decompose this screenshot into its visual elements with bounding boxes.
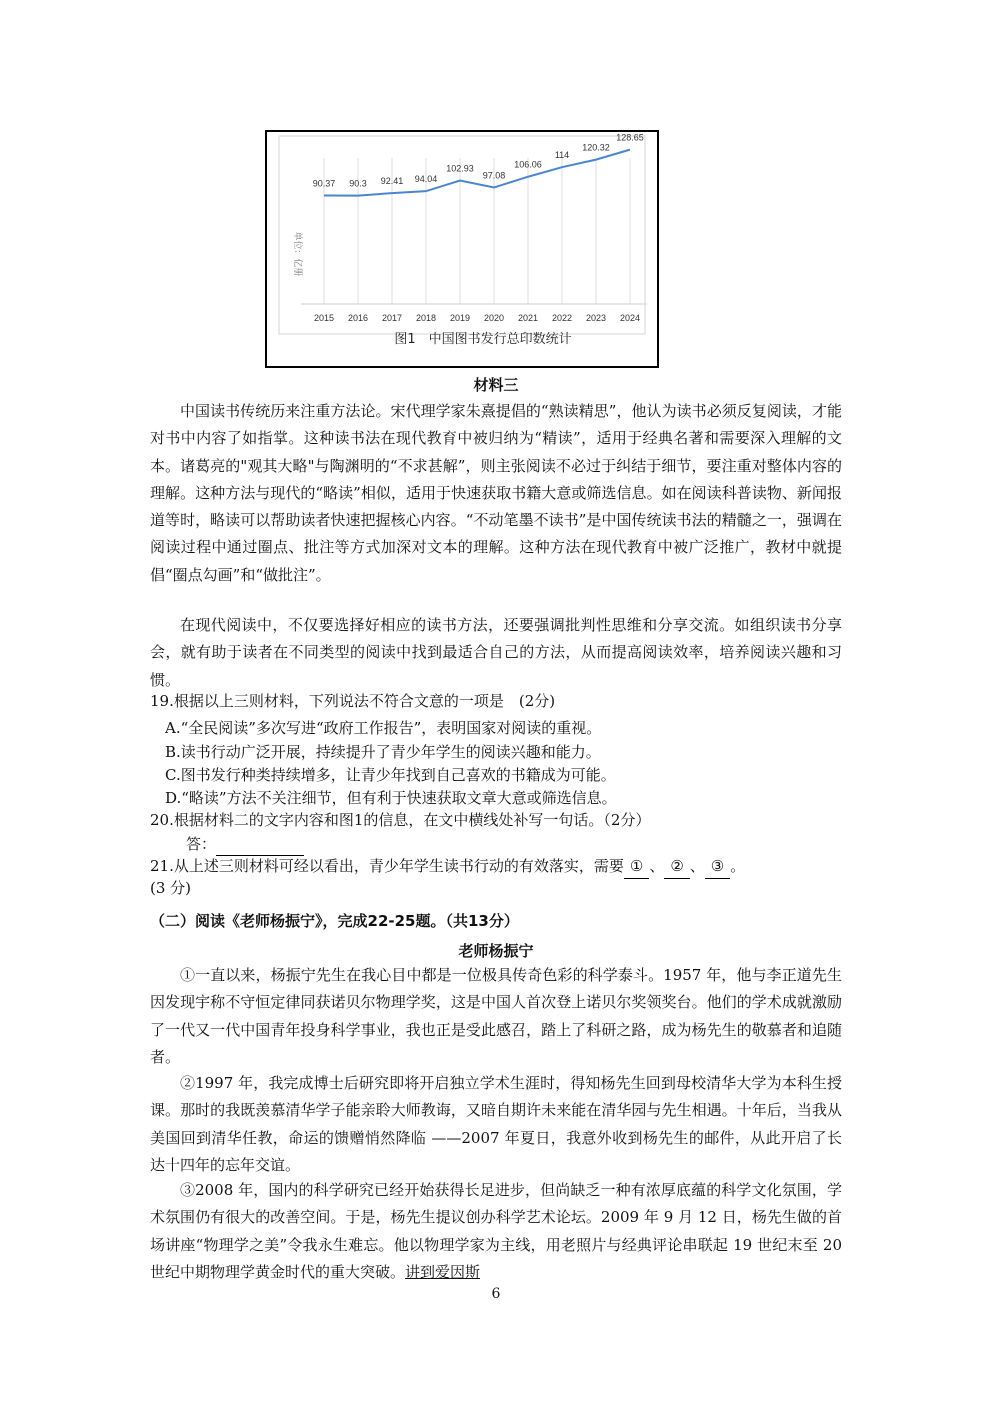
answer-label: 答：: [186, 835, 217, 853]
article-paragraph-3: [150, 1177, 842, 1286]
data-label: 92.41: [380, 176, 404, 187]
underlined-text: 讲到爱因斯: [405, 1262, 481, 1281]
end-mark: 。: [730, 857, 746, 875]
article-paragraph-1: ①一直以来，杨振宁先生在我心目中都是一位极具传奇色彩的科学泰斗。1957 年，他与李正道先生因发现宇称不守恒定律同获诺贝尔物理学奖，这是中国人首次登上诺贝尔奖领奖台。他们的学术成就激励了一代又一代中国青年投身科学事业，我也正是受此感召，踏上了科研之路，成为杨先生的敬慕者和追随者。: [150, 966, 842, 1066]
material-3-paragraph-1: 中国读书传统历来注重方法论。宋代理学家朱熹提倡的“熟读精思”，他认为读书必须反复阅读，才能对书中内容了如指掌。这种读书法在现代教育中被归纳为“精读”，适用于经典名著和需要深入理解的文本。诸葛亮的"观其大略"与陶渊明的“不求甚解”，则主张阅读不必过于纠结于细节，要注重对整体内容的理解。这种方法与现代的“略读”相似，适用于快速获取书籍大意或筛选信息。如在阅读科普读物、新闻报道等时，略读可以帮助读者快速把握核心内容。“不动笔墨不读书”是中国传统读书法的精髓之一，强调在阅读过程中通过圈点、批注等方式加深对文本的理解。这种方法在现代教育中被广泛推广，教材中就提倡“圈点勾画”和“做批注”。: [150, 402, 842, 584]
data-label: 102.93: [446, 163, 474, 174]
x-tick-label: 2017: [381, 313, 403, 323]
line-chart: [267, 132, 657, 366]
question-19-option-a: A.“全民阅读”多次写进“政府工作报告”，表明国家对阅读的重视。: [165, 719, 602, 737]
x-tick-label: 2018: [415, 313, 437, 323]
question-19-option-b: B.读书行动广泛开展，持续提升了青少年学生的阅读兴趣和能力。: [165, 743, 601, 761]
article-title: 老师杨振宁: [458, 942, 534, 960]
material-3-paragraph-2: 在现代阅读中，不仅要选择好相应的读书方法，还要强调批判性思维和分享交流。如组织读书分享会，就有助于读者在不同类型的阅读中找到最适合自己的方法，从而提高阅读效率，培养阅读兴趣和习惯。: [150, 616, 842, 689]
data-label: 90.3: [349, 178, 367, 189]
figure-1: [265, 130, 659, 368]
data-label: 114: [554, 150, 570, 161]
question-19-option-d: D.“略读”方法不关注细节，但有利于快速获取文章大意或筛选信息。: [165, 789, 617, 807]
question-21-score: (3 分): [150, 879, 192, 897]
separator: 、: [649, 857, 665, 875]
chart-title: 图1 中国图书发行总印数统计: [394, 332, 572, 347]
question-21-blank-2: ②: [664, 854, 689, 879]
data-label: 128.65: [616, 132, 644, 143]
data-label: 106.06: [514, 159, 542, 170]
x-tick-label: 2020: [483, 313, 505, 323]
question-21-text: 21.从上述三则材料可经以看出，青少年学生读书行动的有效落实，需要: [150, 857, 624, 875]
x-tick-label: 2022: [551, 313, 573, 323]
material-3-title: 材料三: [473, 376, 519, 394]
page-number: 6: [491, 1286, 501, 1302]
x-tick-label: 2024: [619, 313, 641, 323]
separator: 、: [689, 857, 705, 875]
x-tick-label: 2023: [585, 313, 607, 323]
question-21-blank-1: ①: [624, 854, 649, 879]
article-paragraph-2: ②1997 年，我完成博士后研究即将开启独立学术生涯时，得知杨先生回到母校清华大学为本科生授课。那时的我既羡慕清华学子能亲聆大师教诲，又暗自期许未来能在清华园与先生相遇。十年后，当我从美国回到清华任教，命运的馈赠悄然降临 ——2007 年夏日，我意外收到杨先生的邮件，从此开启了长达十四年的忘年交谊。: [150, 1074, 842, 1174]
question-19-option-c: C.图书发行种类持续增多，让青少年找到自己喜欢的书籍成为可能。: [165, 766, 616, 784]
data-label: 120.32: [582, 142, 610, 153]
question-19-stem: 19.根据以上三则材料，下列说法不符合文意的一项是 (2分): [150, 692, 556, 710]
data-label: 94.04: [414, 174, 438, 185]
x-tick-label: 2021: [517, 313, 539, 323]
series-line: [324, 150, 630, 196]
y-axis-label: 单位：亿册: [292, 231, 302, 277]
data-label: 90.37: [312, 178, 336, 189]
question-20-stem: 20.根据材料二的文字内容和图1的信息，在文中横线处补写一句话。（2分）: [150, 811, 651, 829]
data-label: 97.08: [482, 170, 506, 181]
section-2-heading: （二）阅读《老师杨振宁》，完成22-25题。（共13分）: [150, 912, 519, 930]
x-tick-label: 2016: [347, 313, 369, 323]
question-21-blank-3: ③: [705, 854, 730, 879]
question-21-stem: [150, 854, 745, 879]
x-tick-label: 2015: [313, 313, 335, 323]
article-paragraph-3-text: ③2008 年，国内的科学研究已经开始获得长足进步，但尚缺乏一种有浓厚底蕴的科学文化氛围，学术氛围仍有很大的改善空间。于是，杨先生提议创办科学艺术论坛。2009 年 9 月 12 日，杨先生做的首场讲座“物理学之美”令我永生难忘。他以物理学家为主线，用老照片与经典评论串联起 19 世纪末至 20 世纪中期物理学黄金时代的重大突破。: [150, 1181, 842, 1281]
x-tick-label: 2019: [449, 313, 471, 323]
question-20-answer: [186, 832, 304, 856]
